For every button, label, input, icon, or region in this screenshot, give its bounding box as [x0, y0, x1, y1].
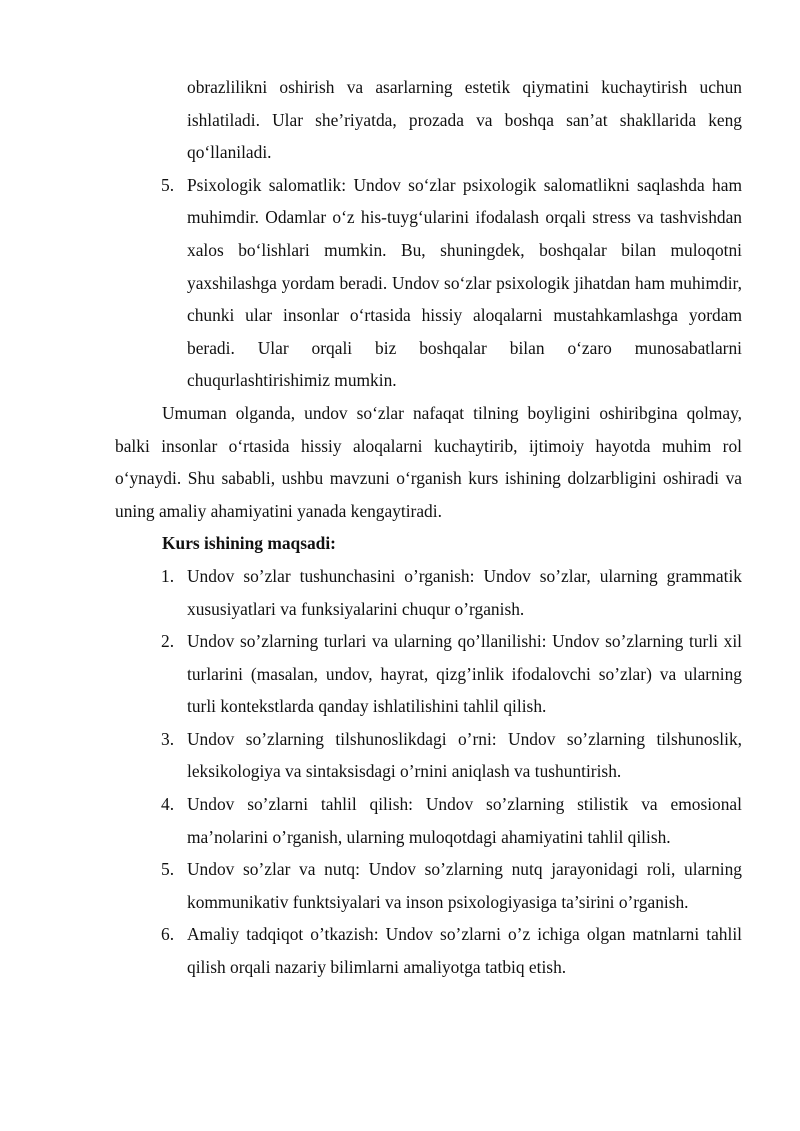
goal-item [115, 788, 742, 853]
list-item-number: 5. [161, 174, 175, 195]
goal-number: 2. [161, 631, 175, 652]
list-item-text: Psixologik salomatlik: Undov so‘zlar psixologik salomatlikni saqlashda ham muhimdir. Odamlar o‘z his-tuyg‘ularini ifodalash orqali stress va tashvishdan xalos bo‘lishlari mumkin. Bu, shuningdek, boshqalar bilan muloqotni yaxshilashga yordam beradi. Undov so‘zlar psixologik jihatdan ham muhimdir, chunki ular insonlar o‘rtasida hissiy aloqalarni mustahkamlashga yordam beradi. Ular orqali biz boshqalar bilan o‘zaro munosabatlarni chuqurlashtirishimiz mumkin. [187, 174, 742, 391]
goal-number: 4. [161, 794, 175, 815]
goal-item [115, 918, 742, 983]
goal-text: Undov so’zlarni tahlil qilish: Undov so’zlarning stilistik va emosional ma’nolarini o’rganish, ularning muloqotdagi ahamiyatini tahlil qilish. [187, 794, 742, 847]
list-item-continuation: obrazlilikni oshirish va asarlarning estetik qiymatini kuchaytirish uchun ishlatiladi. Ular she’riyatda, prozada va boshqa san’at shakllarida keng qo‘llaniladi. [187, 77, 742, 163]
goal-text: Undov so’zlar va nutq: Undov so’zlarning nutq jarayonidagi roli, ularning kommunikativ funktsiyalari va inson psixologiyasiga ta’sirini o’rganish. [187, 859, 742, 912]
goal-number: 1. [161, 565, 175, 586]
goal-item [115, 625, 742, 723]
document-body [115, 71, 742, 984]
goal-number: 5. [161, 859, 175, 880]
section-heading: Kurs ishining maqsadi: [162, 533, 336, 554]
summary-paragraph: Umuman olganda, undov so‘zlar nafaqat tilning boyligini oshiribgina qolmay, balki insonlar o‘rtasida hissiy aloqalarni kuchaytirib, ijtimoiy hayotda muhim rol o‘ynaydi. Shu sababli, ushbu mavzuni o‘rganish kurs ishining dolzarbligini oshiradi va uning amaliy ahamiyatini yanada kengaytiradi. [115, 402, 742, 521]
goal-number: 6. [161, 924, 175, 945]
goal-item [115, 723, 742, 788]
goal-text: Amaliy tadqiqot o’tkazish: Undov so’zlarni o’z ichiga olgan matnlarni tahlil qilish orqali nazariy bilimlarni amaliyotga tatbiq etish. [187, 924, 742, 978]
goal-item [115, 853, 742, 918]
goal-text: Undov so’zlarning tilshunoslikdagi o’rni: Undov so’zlarning tilshunoslik, leksikologiya va sintaksisdagi o’rnini aniqlash va tushuntirish. [187, 728, 742, 782]
goal-item [115, 560, 742, 625]
goal-text: Undov so’zlarning turlari va ularning qo’llanilishi: Undov so’zlarning turli xil turlarini (masalan, undov, hayrat, qizg’inlik ifodalovchi so’zlar) va ularning turli kontekstlarda qanday ishlatilishini tahlil qilish. [187, 631, 742, 717]
goal-text: Undov so’zlar tushunchasini o’rganish: Undov so’zlar, ularning grammatik xususiyatlari va funksiyalarini chuqur o’rganish. [187, 565, 742, 619]
goal-number: 3. [161, 728, 175, 749]
list-item [115, 169, 742, 397]
